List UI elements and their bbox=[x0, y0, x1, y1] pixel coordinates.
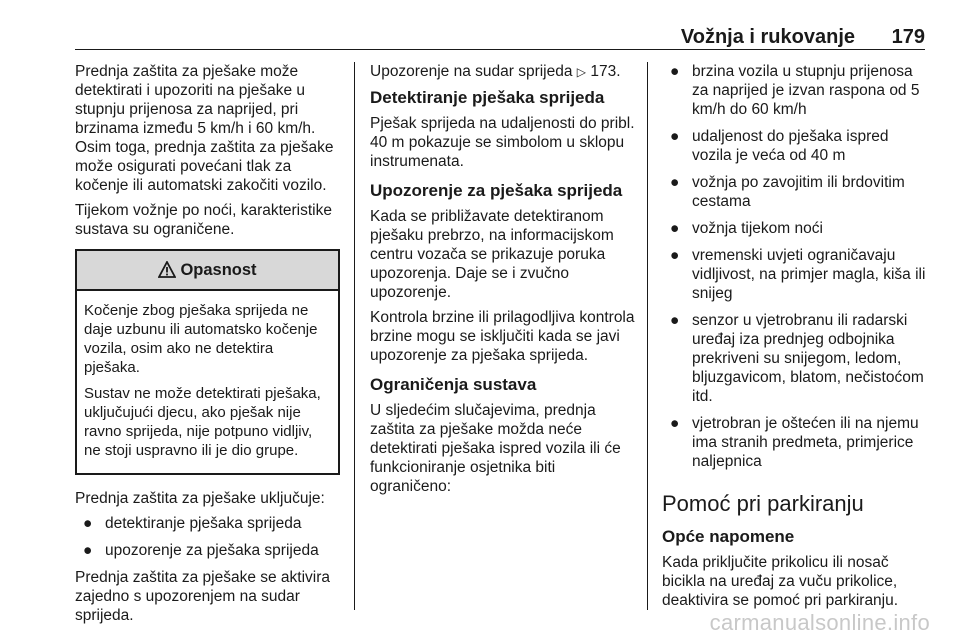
section-heading: Pomoć pri parkiranju bbox=[662, 491, 864, 516]
section-title: Vožnja i rukovanje bbox=[680, 26, 855, 48]
page-number: 179 bbox=[891, 26, 925, 48]
header-rule bbox=[75, 49, 925, 50]
paragraph-with-reference: Upozorenje na sudar sprijeda ▷ 173. bbox=[370, 63, 621, 80]
list-item: ● vremenski uvjeti ograničavaju vidljivost, na primjer magla, kiša ili snijeg bbox=[670, 247, 926, 302]
subheading: Opće napomene bbox=[662, 527, 795, 546]
subheading: Detektiranje pješaka sprijeda bbox=[370, 88, 605, 107]
paragraph: U sljedećim slučajevima, prednja zaštita za pješake možda neće detektirati pješaka ispred vozila ili će funkcioniranje osjetnika biti ograničeno: bbox=[370, 402, 621, 495]
paragraph: Kada se približavate detektiranom pješaku prebrzo, na informacijskom centru vozača se prikazuje poruka upozorenja. Daje se i zvučno upozorenje. bbox=[370, 208, 614, 301]
bullet-icon: ● bbox=[670, 247, 680, 264]
subheading: Ograničenja sustava bbox=[370, 375, 537, 394]
list-item: ● upozorenje za pješaka sprijeda bbox=[83, 542, 319, 559]
paragraph: Prednja zaštita za pješake može detektirati i upozoriti na pješake u stupnju prijenosa za naprijed, pri brzinama između 5 km/h i 60 km/h. Osim toga, prednja zaštita za pješake može osigurati povećani tlak za kočenje ili automatski zakočiti vozilo. bbox=[75, 63, 334, 194]
list-item: ● vožnja po zavojitim ili brdovitim cestama bbox=[670, 174, 905, 210]
bullet-icon: ● bbox=[670, 128, 680, 145]
list-item: ● udaljenost do pješaka ispred vozila je veća od 40 m bbox=[670, 128, 889, 164]
danger-header bbox=[77, 251, 338, 291]
bullet-list bbox=[662, 62, 927, 471]
bullet-list bbox=[75, 514, 340, 560]
watermark-text: carmanualsonline.info bbox=[709, 610, 930, 635]
column-3 bbox=[662, 62, 927, 616]
warning-triangle-icon bbox=[158, 261, 176, 278]
column-2 bbox=[370, 62, 635, 502]
danger-body bbox=[77, 291, 338, 473]
bullet-icon: ● bbox=[670, 174, 680, 191]
triangle-right-icon: ▷ bbox=[576, 65, 587, 79]
list-item: ● detektiranje pješaka sprijeda bbox=[83, 515, 302, 532]
danger-paragraph: Kočenje zbog pješaka sprijeda ne daje uzbunu ili automatsko kočenje vozila, osim ako ne detektira pješaka. bbox=[84, 302, 318, 376]
bullet-icon: ● bbox=[670, 63, 680, 80]
page-reference-link[interactable]: 173. bbox=[590, 63, 621, 80]
list-item: ● vjetrobran je oštećen ili na njemu ima stranih predmeta, primjerice naljepnica bbox=[670, 415, 919, 470]
danger-box bbox=[75, 249, 340, 475]
list-item: ● brzina vozila u stupnju prijenosa za naprijed je izvan raspona od 5 km/h do 60 km/h bbox=[670, 63, 920, 118]
danger-paragraph: Sustav ne može detektirati pješaka, uključujući djecu, ako pješak nije ravno sprijeda, nije potpuno vidljiv, ne stoji uspravno ili je dio grupe. bbox=[84, 385, 321, 459]
paragraph: Pješak sprijeda na udaljenosti do pribl. 40 m pokazuje se simbolom u sklopu instrumenata. bbox=[370, 115, 635, 170]
bullet-icon: ● bbox=[83, 515, 93, 532]
bullet-icon: ● bbox=[83, 542, 93, 559]
paragraph: Tijekom vožnje po noći, karakteristike sustava su ograničene. bbox=[75, 202, 332, 238]
paragraph: Prednja zaštita za pješake uključuje: bbox=[75, 490, 325, 507]
column-divider-2 bbox=[647, 62, 648, 610]
bullet-icon: ● bbox=[670, 220, 680, 237]
column-divider-1 bbox=[354, 62, 355, 610]
column-1 bbox=[75, 62, 340, 631]
danger-title: Opasnost bbox=[180, 261, 257, 279]
list-item: ● vožnja tijekom noći bbox=[670, 220, 823, 237]
paragraph: Kontrola brzine ili prilagodljiva kontrola brzine mogu se isključiti kada se javi upozorenje za pješaka sprijeda. bbox=[370, 309, 635, 364]
bullet-icon: ● bbox=[670, 415, 680, 432]
bullet-icon: ● bbox=[670, 312, 680, 329]
subheading: Upozorenje za pješaka sprijeda bbox=[370, 181, 623, 200]
paragraph: Prednja zaštita za pješake se aktivira zajedno s upozorenjem na sudar sprijeda. bbox=[75, 569, 331, 624]
list-item: ● senzor u vjetrobranu ili radarski uređaj iza prednjeg odbojnika prekriveni su snijegom, ledom, bljuzgavicom, blatom, nečistoćom itd. bbox=[670, 312, 924, 405]
paragraph: Kada priključite prikolicu ili nosač bicikla na uređaj za vuču prikolice, deaktivira se pomoć pri parkiranju. bbox=[662, 554, 899, 609]
